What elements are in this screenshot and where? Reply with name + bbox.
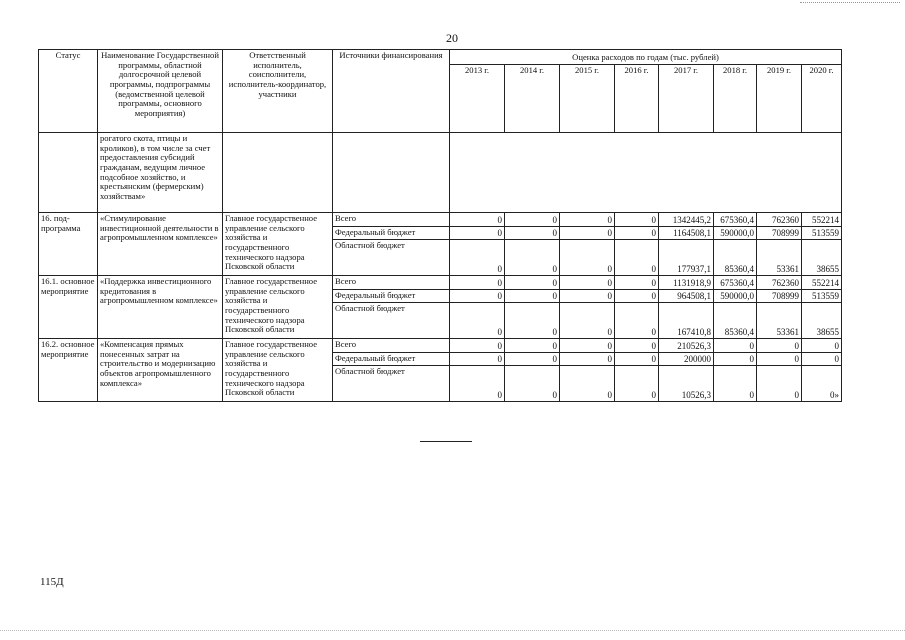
group-name: «Поддержка инвестиционного кредитования в агропромышленном комплексе» xyxy=(98,276,223,339)
value-cell: 1164508,1 xyxy=(659,227,714,240)
end-rule xyxy=(420,441,472,442)
value-cell: 0 xyxy=(615,353,659,366)
value-cell: 0 xyxy=(560,213,615,227)
value-cell: 0 xyxy=(450,276,505,290)
header-year-2020: 2020 г. xyxy=(802,65,842,133)
value-cell: 675360,4 xyxy=(714,213,757,227)
header-name: Наименование Государственной программы, областной долгосрочной целевой программы, подпрограммы (ведомственной целевой программы, основного мероприятия) xyxy=(98,50,223,133)
scan-bottom-edge xyxy=(0,630,905,631)
value-cell: 0 xyxy=(450,213,505,227)
group-status: 16.1. основное мероприятие xyxy=(39,276,98,339)
value-cell: 0 xyxy=(615,213,659,227)
value-cell: 0 xyxy=(560,290,615,303)
value-cell: 0 xyxy=(450,353,505,366)
value-cell: 0 xyxy=(560,227,615,240)
source-label: Федеральный бюджет xyxy=(333,290,450,303)
value-cell: 177937,1 xyxy=(659,240,714,276)
value-cell: 0 xyxy=(615,366,659,402)
header-year-2015: 2015 г. xyxy=(560,65,615,133)
value-cell: 38655 xyxy=(802,240,842,276)
value-cell: 513559 xyxy=(802,227,842,240)
value-cell: 0 xyxy=(615,227,659,240)
expenditure-table xyxy=(38,49,842,402)
group-executor: Главное государственное управление сельского хозяйства и государственного технического надзора Псковской области xyxy=(223,213,333,276)
source-label: Федеральный бюджет xyxy=(333,227,450,240)
scan-edge-mark xyxy=(800,2,900,3)
header-year-2013: 2013 г. xyxy=(450,65,505,133)
value-cell: 0 xyxy=(450,227,505,240)
value-cell: 0 xyxy=(615,303,659,339)
value-cell: 964508,1 xyxy=(659,290,714,303)
value-cell: 0 xyxy=(450,366,505,402)
value-cell: 210526,3 xyxy=(659,339,714,353)
value-cell: 0 xyxy=(802,353,842,366)
value-cell: 1342445,2 xyxy=(659,213,714,227)
group-name: «Стимулирование инвестиционной деятельности в агропромышленном комплексе» xyxy=(98,213,223,276)
value-cell: 10526,3 xyxy=(659,366,714,402)
value-cell: 0 xyxy=(802,339,842,353)
header-executor: Ответственный исполнитель, соисполнители, исполнитель-координатор, участники xyxy=(223,50,333,133)
source-label: Всего xyxy=(333,213,450,227)
value-cell: 0 xyxy=(560,366,615,402)
value-cell: 0 xyxy=(560,353,615,366)
value-cell: 590000,0 xyxy=(714,227,757,240)
value-cell: 552214 xyxy=(802,213,842,227)
value-cell: 0 xyxy=(505,303,560,339)
value-cell: 0 xyxy=(505,366,560,402)
value-cell: 0» xyxy=(802,366,842,402)
continuation-row xyxy=(39,133,842,213)
header-year-2017: 2017 г. xyxy=(659,65,714,133)
value-cell: 590000,0 xyxy=(714,290,757,303)
value-cell: 0 xyxy=(615,240,659,276)
value-cell: 0 xyxy=(714,339,757,353)
value-cell: 762360 xyxy=(757,276,802,290)
source-label: Областной бюджет xyxy=(333,366,450,402)
header-year-2019: 2019 г. xyxy=(757,65,802,133)
header-estimate: Оценка расходов по годам (тыс. рублей) xyxy=(450,50,842,65)
source-label: Областной бюджет xyxy=(333,240,450,276)
page-number: 20 xyxy=(446,31,458,45)
value-cell: 552214 xyxy=(802,276,842,290)
value-cell: 0 xyxy=(505,227,560,240)
group-executor: Главное государственное управление сельского хозяйства и государственного технического надзора Псковской области xyxy=(223,276,333,339)
value-cell: 0 xyxy=(450,339,505,353)
value-cell: 0 xyxy=(560,303,615,339)
value-cell: 53361 xyxy=(757,303,802,339)
value-cell: 0 xyxy=(505,339,560,353)
value-cell: 0 xyxy=(560,339,615,353)
continuation-status xyxy=(39,133,98,213)
value-cell: 0 xyxy=(450,290,505,303)
footer-code: 115Д xyxy=(40,576,64,588)
header-year-2016: 2016 г. xyxy=(615,65,659,133)
value-cell: 0 xyxy=(505,353,560,366)
table-row xyxy=(39,339,842,353)
group-name: «Компенсация прямых понесенных затрат на строительство и модернизацию объектов агропромышленного комплекса» xyxy=(98,339,223,402)
value-cell: 0 xyxy=(757,353,802,366)
group-status: 16. под-программа xyxy=(39,213,98,276)
value-cell: 0 xyxy=(615,339,659,353)
group-executor: Главное государственное управление сельского хозяйства и государственного технического надзора Псковской области xyxy=(223,339,333,402)
value-cell: 0 xyxy=(505,213,560,227)
header-status: Статус xyxy=(39,50,98,133)
value-cell: 675360,4 xyxy=(714,276,757,290)
value-cell: 38655 xyxy=(802,303,842,339)
value-cell: 0 xyxy=(505,290,560,303)
table-row xyxy=(39,276,842,290)
source-label: Всего xyxy=(333,276,450,290)
value-cell: 0 xyxy=(505,276,560,290)
continuation-executor xyxy=(223,133,333,213)
value-cell: 762360 xyxy=(757,213,802,227)
value-cell: 0 xyxy=(757,366,802,402)
value-cell: 1131918,9 xyxy=(659,276,714,290)
value-cell: 0 xyxy=(560,240,615,276)
continuation-name: рогатого скота, птицы и кроликов), в том числе за счет предоставления субсидий гражданам, ведущим личное подсобное хозяйство, и крестьянским (фермерским) хозяйствам» xyxy=(98,133,223,213)
value-cell: 513559 xyxy=(802,290,842,303)
value-cell: 708999 xyxy=(757,227,802,240)
value-cell: 0 xyxy=(615,290,659,303)
value-cell: 0 xyxy=(714,366,757,402)
header-sources: Источники финансирования xyxy=(333,50,450,133)
source-label: Всего xyxy=(333,339,450,353)
value-cell: 85360,4 xyxy=(714,240,757,276)
continuation-values xyxy=(450,133,842,213)
continuation-sources xyxy=(333,133,450,213)
source-label: Федеральный бюджет xyxy=(333,353,450,366)
value-cell: 53361 xyxy=(757,240,802,276)
value-cell: 0 xyxy=(450,240,505,276)
value-cell: 0 xyxy=(714,353,757,366)
value-cell: 0 xyxy=(560,276,615,290)
value-cell: 0 xyxy=(505,240,560,276)
source-label: Областной бюджет xyxy=(333,303,450,339)
value-cell: 0 xyxy=(757,339,802,353)
table-row xyxy=(39,213,842,227)
value-cell: 0 xyxy=(450,303,505,339)
value-cell: 0 xyxy=(615,276,659,290)
header-year-2014: 2014 г. xyxy=(505,65,560,133)
group-status: 16.2. основное мероприятие xyxy=(39,339,98,402)
value-cell: 708999 xyxy=(757,290,802,303)
value-cell: 167410,8 xyxy=(659,303,714,339)
value-cell: 200000 xyxy=(659,353,714,366)
header-year-2018: 2018 г. xyxy=(714,65,757,133)
value-cell: 85360,4 xyxy=(714,303,757,339)
